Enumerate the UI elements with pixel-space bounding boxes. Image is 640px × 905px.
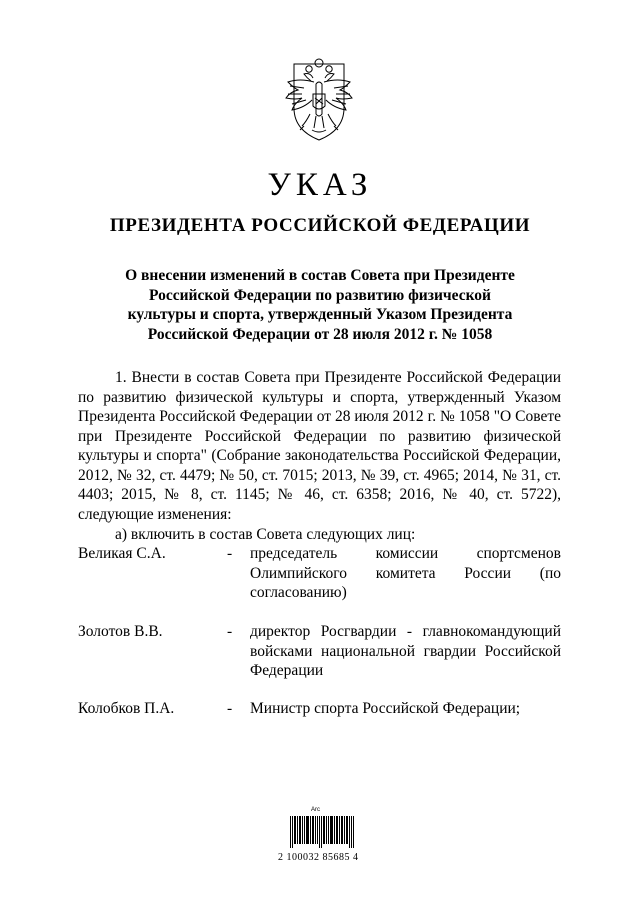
subitem-a: а) включить в состав Совета следующих лиц: [115,526,416,543]
member-name: Золотов В.В. [78,623,163,640]
member-position: директор Росгвардии - главнокомандующий войсками национальной гвардии Российской Федерации [250,623,561,679]
decree-heading-line: культуры и спорта, утвержденный Указом Президента [127,306,513,323]
decree-heading [80,266,560,344]
member-dash: - [227,623,233,640]
decree-body [78,368,561,524]
member-position: Министр спорта Российской Федерации; [250,700,521,717]
member-position: председатель комиссии спортсменов Олимпийского комитета России (по согласованию) [250,545,561,601]
decree-heading-line: Российской Федерации по развитию физической [149,286,491,304]
decree-heading-line: О внесении изменений в состав Совета при Президенте [125,267,515,284]
barcode-number: 2 100032 85685 4 [278,852,359,863]
paragraph-1: 1. Внести в состав Совета при Президенте Российской Федерации по развитию физической культуры и спорта, утвержденный Указом Президента Российской Федерации от 28 июля 2012 г. № 1058 "О Совете при Президенте Российской Федерации по развитию физической культуры и спорта" (Собрание законодательства Российской Федерации, 2012, № 32, ст. 4479; № 50, ст. 7015; 2013, № 39, ст. 4965; 2014, № 31, ст. 4403; 2015, № 8, ст. 1145; № 46, ст. 6358; 2016, № 40, ст. 5722), следующие изменения: [78,369,561,523]
document-subtitle: ПРЕЗИДЕНТА РОССИЙСКОЙ ФЕДЕРАЦИИ [109,215,531,236]
member-name: Колобков П.А. [78,700,175,717]
barcode-icon [290,816,354,848]
member-name: Великая С.А. [78,545,166,562]
document-title: УКАЗ [267,167,373,203]
barcode-label: Arc [311,807,320,813]
member-dash: - [227,545,233,562]
member-dash: - [227,700,233,717]
decree-heading-line: Российской Федерации от 28 июля 2012 г. № 1058 [147,325,493,343]
coat-of-arms-emblem-icon [280,56,358,142]
